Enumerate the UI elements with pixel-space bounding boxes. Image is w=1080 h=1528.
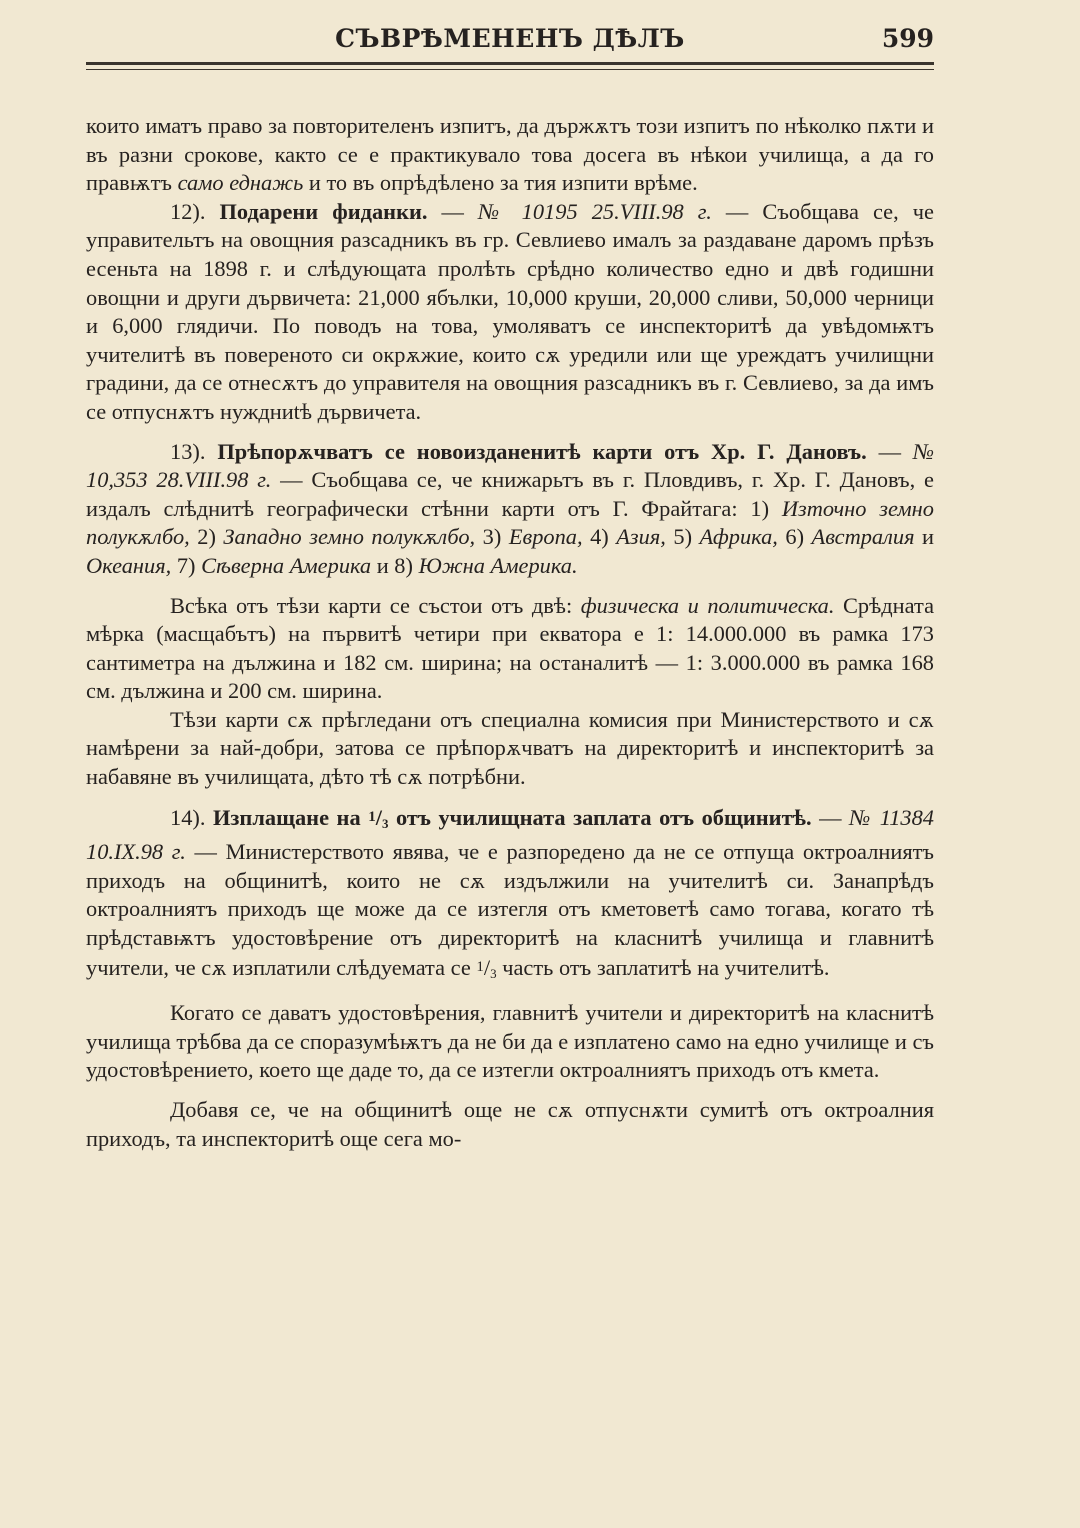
map-title: Австралия (811, 524, 915, 550)
map-title: Океания, (86, 552, 172, 578)
section-title: Подарени фиданки. (219, 198, 428, 224)
page-number: 599 (881, 24, 934, 53)
dash: — (811, 804, 850, 830)
section-title: Прѣпорѫчватъ се новоизданенитѣ карти отъ Хр. Г. Дановъ. (217, 438, 867, 464)
paragraph-text: които иматъ право за повторителенъ изпитъ, да държѫтъ този изпитъ по нѣколко пѫти и въ разни срокове, както се е практикувало това досега въ нѣкои училища, а да го правѭтъ (86, 113, 934, 196)
fraction-slash: / (483, 954, 491, 980)
paragraph-text: Когато се даватъ удостовѣрения, главнитѣ учители и директоритѣ на класнитѣ училища трѣбва да се споразумѣѭтъ да не би да е изплатено само на едно училище и съ удостовѣрението, което ще даде то, да се изтегли октроалниятъ приходъ отъ кмета. (86, 1000, 934, 1083)
fraction-slash: / (375, 804, 382, 830)
section-number: 12). (170, 198, 220, 224)
maps-recommendation-paragraph (86, 706, 934, 792)
title-text: Изплащане на (213, 804, 369, 830)
section-number: 14). (170, 804, 213, 830)
paragraph-text: — Съобщава се, че управительтъ на овощния разсадникъ въ гр. Севлиево ималъ за раздаване даромъ прѣзъ есеньта на 1898 г. и слѣдующата пролѣть срѣдно количество едно и двѣ годишни овощни и други дървичета: 21,000 ябълки, 10,000 круши, 20,000 сливи, 50,000 черници и 6,000 глядичи. По поводъ на това, умоляватъ се инспекторитѣ да увѣдомѭтъ учителитѣ въ повереното си окрѫжие, които сѫ уредили или ще уреждатъ училищни градини, да се отнесѫтъ до управителя на овощния разсадникъ въ г. Севлиево, за да имъ се отпуснѫтъ нуждниtѣ дървичета. (86, 198, 934, 424)
paragraph-text: 7) (171, 552, 202, 578)
emphasis-text: физическа и политическа. (580, 592, 835, 618)
section-14-paragraph (86, 803, 934, 989)
paragraph-text: Добавя се, че на общинитѣ още не сѫ отпуснѫти сумитѣ отъ октроалния приходъ, та инспекторитѣ още сега мо- (86, 1097, 934, 1151)
fraction-numerator: 1 (368, 808, 376, 825)
header-rule-thick (86, 62, 934, 65)
dash: — (427, 198, 479, 224)
paragraph-text: Всѣка отъ тѣзи карти се състои отъ двѣ: (170, 592, 581, 618)
maps-description-paragraph (86, 592, 934, 706)
map-title: Западно земно полукѫлбо, (223, 524, 476, 550)
map-title: Африка, (699, 524, 778, 550)
paragraph-text: часть отъ заплатитѣ на учителитѣ. (496, 954, 830, 980)
paragraph-text: и то въ опрѣдѣлено за тия изпити врѣме. (303, 170, 698, 196)
page-header (86, 22, 934, 58)
document-reference: № 10195 25.VIII.98 г. (478, 198, 712, 224)
paragraph-text: и (914, 524, 934, 550)
section-13-paragraph (86, 438, 934, 581)
document-reference: № 10,353 28.VIII.98 г. (86, 438, 935, 493)
map-title: Сѣверна Америка (201, 552, 372, 578)
closing-paragraph (86, 1096, 934, 1153)
map-title: Европа, (508, 524, 583, 550)
fraction-denominator: 3 (381, 815, 389, 831)
map-title: Южна Америка. (418, 552, 578, 578)
paragraph-text: и 8) (371, 552, 419, 578)
certificates-paragraph (86, 999, 934, 1085)
paragraph-text: 5) (665, 524, 700, 550)
paragraph-continuation (86, 112, 934, 198)
paragraph-text: Срѣдната мѣрка (масщабътъ) на първитѣ четири при екватора е 1: 14.000.000 въ рамка 173 сантиметра на дължина и 182 см. ширина; на останалитѣ — 1: 3.000.000 въ рамка 168 см. дължина и 200 см. ширина. (86, 592, 935, 704)
section-number: 13). (170, 438, 218, 464)
fraction-numerator: 1 (476, 958, 484, 975)
paragraph-text: Тѣзи карти сѫ прѣгледани отъ специална комисия при Министерството и сѫ намѣрени за най-добри, затова се прѣпорѫчватъ на директоритѣ и инспекторитѣ за набавяне въ училищата, дѣто тѣ сѫ потрѣбни. (86, 706, 934, 790)
page-body (86, 112, 934, 1153)
title-text: отъ училищната заплата отъ общинитѣ. (388, 804, 812, 830)
document-reference: № 11384 10.IX.98 г. (86, 804, 935, 865)
paragraph-text: 4) (582, 524, 617, 550)
paragraph-text: — Съобщава се, че книжарьтъ въ г. Пловдивъ, г. Хр. Г. Дановъ, е издалъ слѣднитѣ географически стѣнни карти отъ Г. Фрайтага: 1) (86, 467, 934, 521)
header-rule-thin (86, 69, 934, 70)
paragraph-text: — Министерството явява, че е разпоредено да не се отпуща октроалниятъ приходъ на общинитѣ, които не сѫ издължили на учителитѣ си. Занапрѣдъ октроалниятъ приходъ ще може да се изтегля отъ кметоветѣ само тогава, когато тѣ прѣдставѭтъ удостовѣрение отъ директоритѣ на класнитѣ училища и главнитѣ учители, че сѫ изплатили слѣдуемата се (86, 839, 934, 980)
fraction-denominator: 3 (490, 965, 497, 981)
section-title (213, 805, 812, 830)
running-title: СЪВРѢМЕНЕНЪ ДѢЛЪ (335, 24, 685, 53)
paragraph-text: 6) (777, 524, 812, 550)
dash: — (866, 438, 913, 464)
paragraph-text: 3) (475, 524, 509, 550)
emphasis-text: само еднажь (177, 170, 304, 196)
map-title: Източно земно полукѫлбо, (86, 495, 934, 550)
map-title: Азия, (616, 524, 666, 550)
section-12-paragraph (86, 198, 934, 427)
paragraph-text: 2) (189, 524, 224, 550)
